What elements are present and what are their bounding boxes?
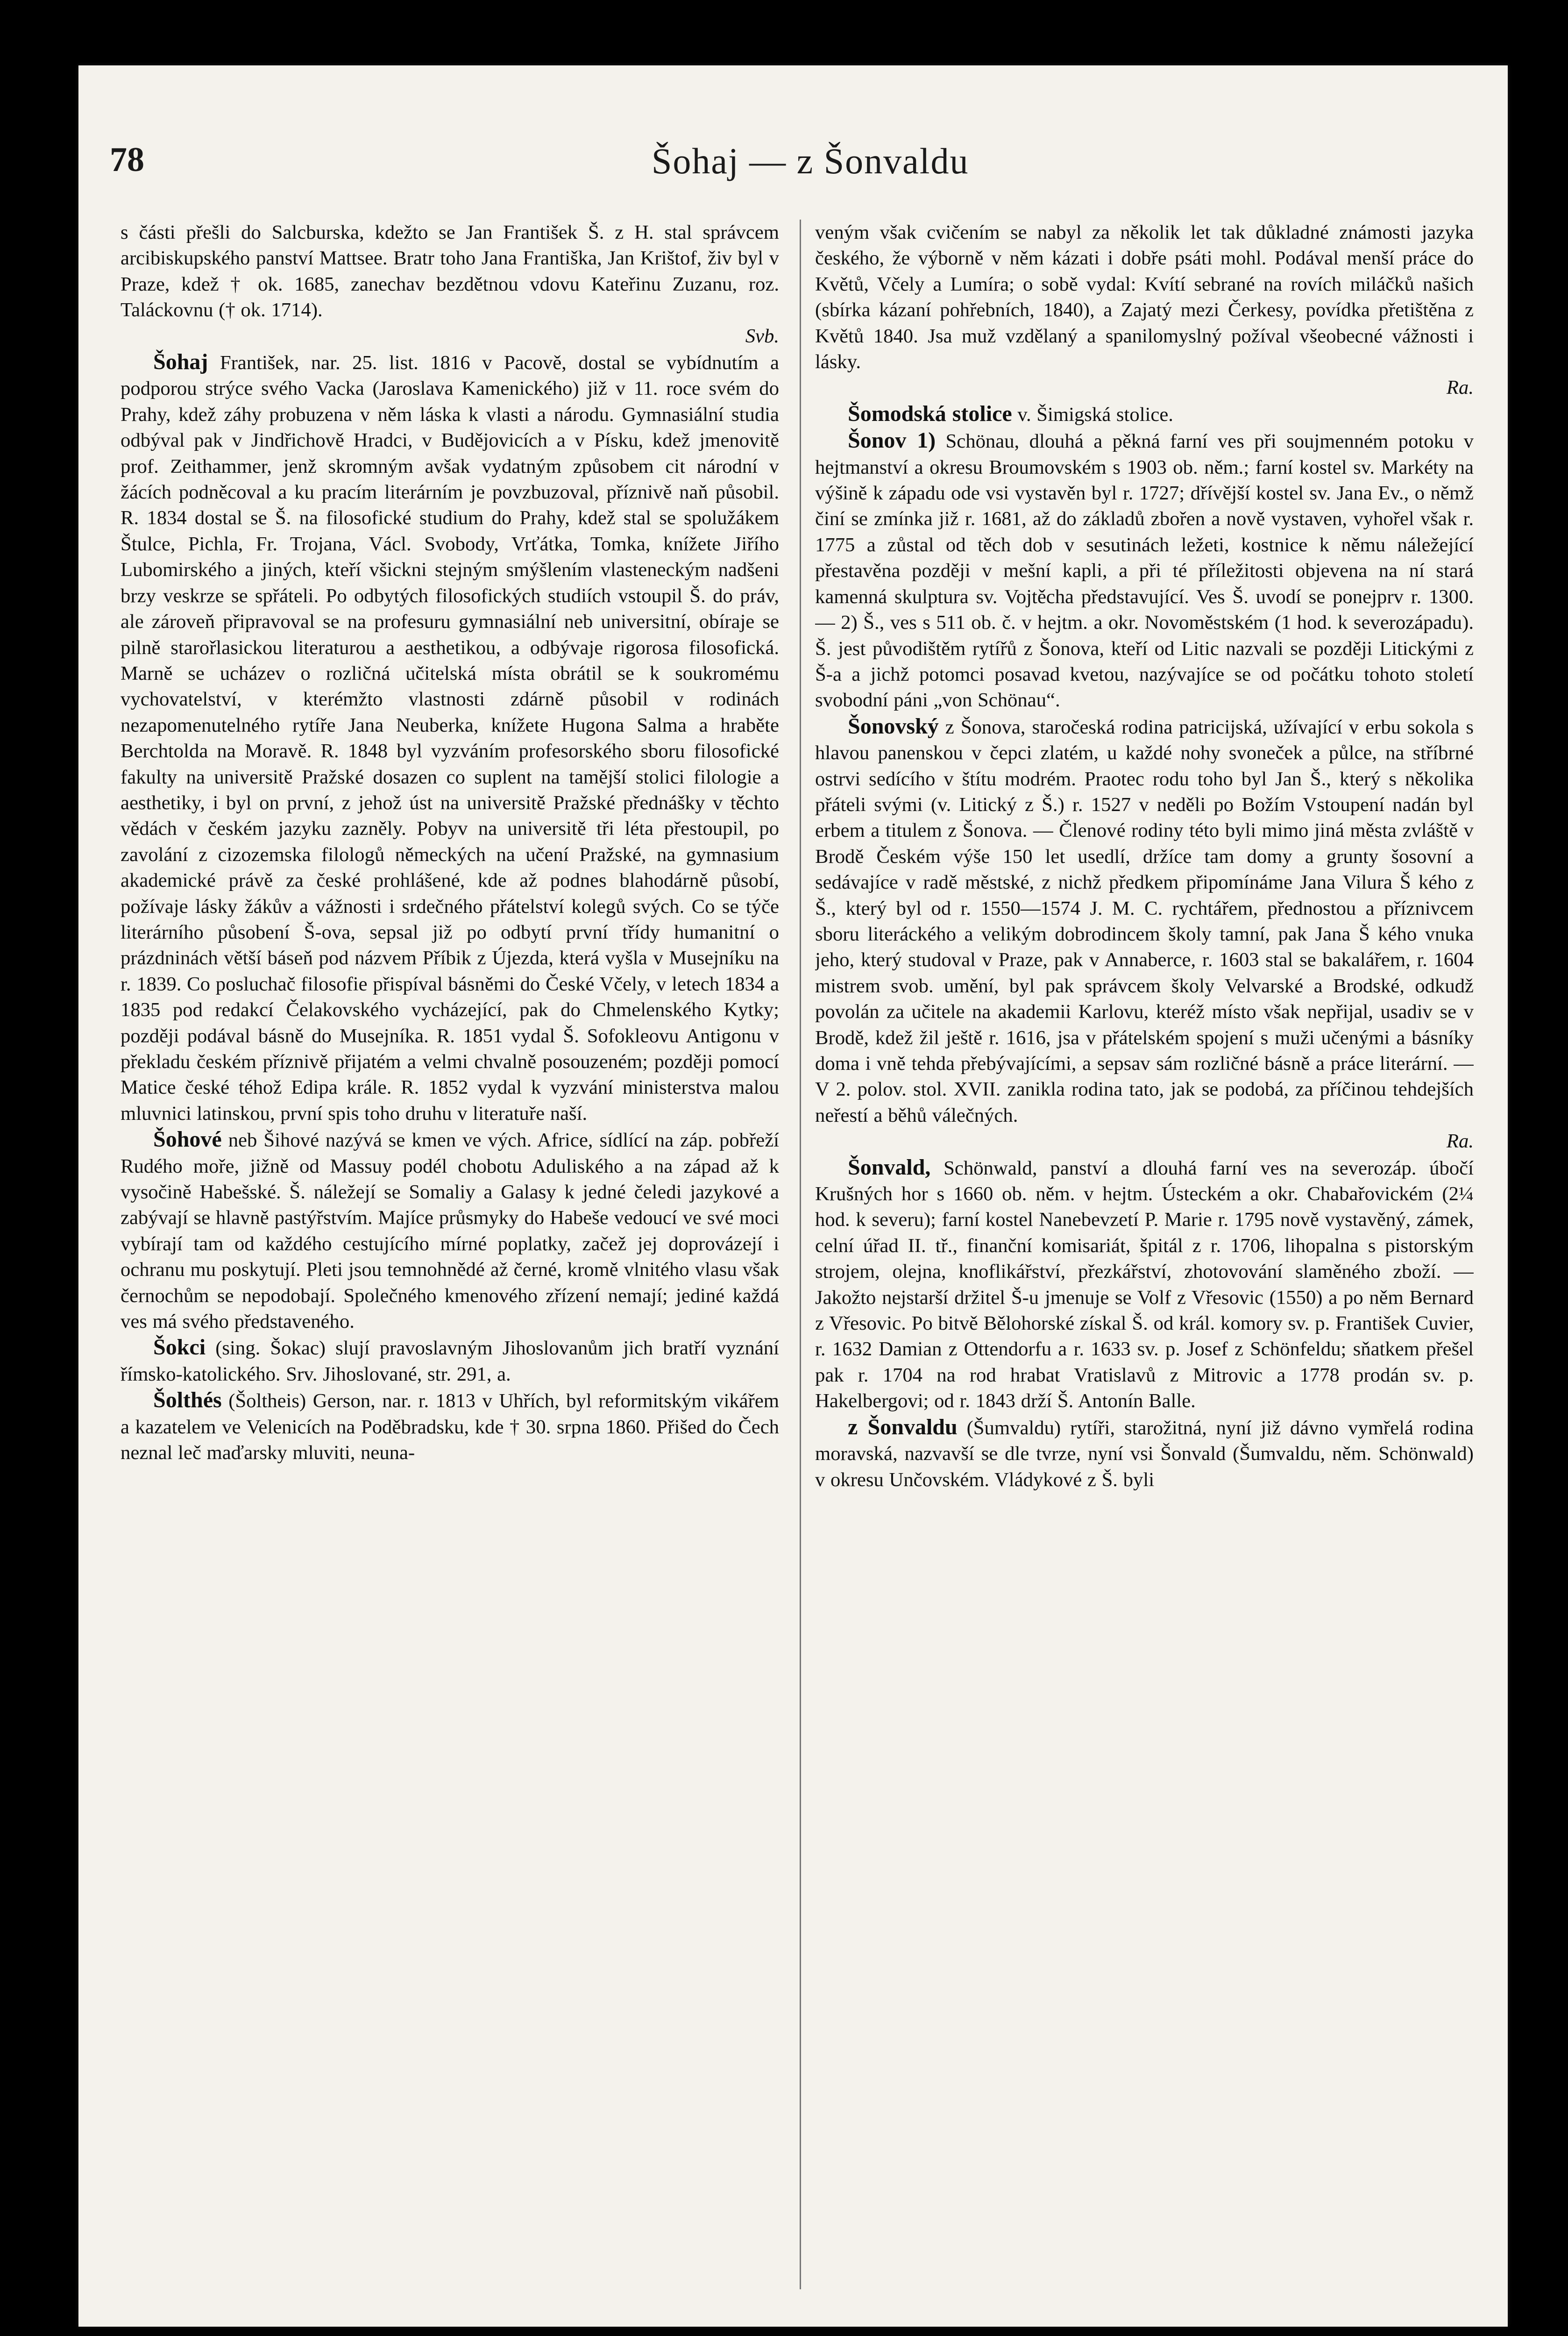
entry-paragraph <box>815 1154 1474 1414</box>
entry-text: (sing. Šokac) slují pravoslavným Jihoslovanům jich bratří vyznání římsko-katolického. Srv. Jihoslované, str. 291, a. <box>121 1337 779 1385</box>
page-number: 78 <box>110 141 144 179</box>
entry-text: (Šumvaldu) rytíři, starožitná, nyní již dávno vymřelá rodina moravská, nazvavší se dle tvrze, nyní vsi Šonvald (Šumvaldu, něm. Schönwald) v okresu Unčovském. Vládykové z Š. byli <box>815 1417 1474 1491</box>
right-column <box>815 220 1474 2289</box>
entry-text: z Šonova, staročeská rodina patricijská, užívající v erbu sokola s hlavou panenskou v čepci zlatém, u každé nohy svoneček a půlce, na stříbrné ostrvi sedícího v štítu modrém. Praotec rodu toho byl Jan Š., který s několika přáteli svými (v. Litický z Š.) r. 1527 v neděli po Božím Vstoupení nadán byl erbem a titulem z Šonova. — Členové rodiny této byli mimo jiná města zvláště v Brodě Českém výše 150 let usedlí, držíce tam domy a grunty šosovní a sedávajíce v radě městské, z nichž předkem připomínáme Jana Vilura Š kého z Š., který byl od r. 1550—1574 J. M. C. rychtářem, přednostou a příznivcem sboru literáckého a velikým dobrodincem školy tamní, pak Jana Š kého vnuka jeho, který studoval v Praze, pak v Annaberce, r. 1603 stal se bakalářem, r. 1604 mistrem svob. umění, byl pak správcem školy Velvarské a Brodské, odkudž povolán za učitele na akademii Karlovu, kteréž místo však nepřijal, usadiv se v Brodě, kdež žil ještě r. 1616, jsa v přátelském spojení s muži učenými a básníky doma i vně tehda přebývajícími, a sepsav sám rozličné básně a práce literární. — V 2. polov. stol. XVII. zanikla rodina tato, jak se podobá, za příčinou tehdejších neřestí a běhů válečných. <box>815 716 1474 1126</box>
entry-text: Schönau, dlouhá a pěkná farní ves při soujmenném potoku v hejtmanství a okresu Broumovském s 1903 ob. něm.; farní kostel sv. Markéty na výšině k západu ode vsi vystavěn byl r. 1727; dřívější kostel sv. Jana Ev., o němž činí se zmínka již r. 1681, až do základů zbořen a nově vystaven, vyhořel však r. 1775 a zůstal od těch dob v sesutinách ležeti, kostnice k němu náležející přestavěna později v mešní kapli, a při té příležitosti objevena na ní stará kamenná skulptura sv. Vojtěcha představující. Ves Š. uvodí se ponejprv r. 1300. — 2) Š., ves s 511 ob. č. v hejtm. a okr. Novoměstském (1 hod. k severozápadu). Š. jest původištěm rytířů z Šonova, kteří od Litic nazvali se později Litickými z Š-a a jichž potomci posavad kvetou, nazývajíce se od počátku tohoto století svobodní páni „von Schönau“. <box>815 430 1474 712</box>
entry-paragraph <box>815 427 1474 713</box>
entry-headword: z Šonvaldu <box>848 1414 958 1439</box>
entry-headword: Šonovský <box>848 713 939 739</box>
entry-paragraph <box>121 349 779 1126</box>
entry-text: v. Šimigská stolice. <box>1012 403 1173 426</box>
entry-headword: Šokci <box>153 1335 206 1360</box>
author-signature: Ra. <box>1446 377 1474 399</box>
entry-text: (Šoltheis) Gerson, nar. r. 1813 v Uhřích, byl reformitským vikářem a kazatelem ve Velenicích na Poděbradsku, kde † 30. srpna 1860. Přišed do Čech neznal leč maďarsky mluviti, neuna- <box>121 1390 779 1464</box>
entry-headword: Šonvald, <box>848 1154 931 1180</box>
column-divider <box>800 220 801 2289</box>
entry-headword: Šonov 1) <box>848 428 936 453</box>
entry-paragraph <box>121 1387 779 1466</box>
entry-headword: Šohaj <box>153 349 208 375</box>
running-title: Šohaj — z Šonvaldu <box>652 141 969 181</box>
entry-text: s části přešli do Salcburska, kdežto se Jan František Š. z H. stal správcem arcibiskupského panství Mattsee. Bratr toho Jana Františka, Jan Krištof, živ byl v Praze, kdež † ok. 1685, zanechav bezdětnou vdovu Kateřinu Zuzanu, roz. Taláckovnu († ok. 1714). <box>121 221 779 321</box>
entry-headword: Šohové <box>153 1127 222 1152</box>
page-header <box>110 140 990 192</box>
entry-paragraph <box>121 1126 779 1334</box>
continuation-paragraph <box>121 220 779 349</box>
entry-paragraph <box>815 401 1474 427</box>
left-column <box>121 220 779 2289</box>
entry-headword: Šolthés <box>153 1388 222 1413</box>
entry-paragraph <box>121 1334 779 1387</box>
entry-text: Schönwald, panství a dlouhá farní ves na severozáp. úbočí Krušných hor s 1660 ob. něm. v hejtm. Ústeckém a okr. Chabařovickém (2¼ hod. k severu); farní kostel Nanebevzetí P. Marie r. 1795 nově vystavěný, zámek, celní úřad II. tř., finanční komisariát, špitál z r. 1706, lihopalna s pistorským strojem, olejna, knoflikářství, přezkářství, zhotovování slaměného zboží. — Jakožto nejstarší držitel Š-u jmenuje se Volf z Vřesovic (1550) a po něm Bernard z Vřesovic. Po bitvě Bělohorské získal Š. od král. komory sv. p. František Cuvier, r. 1632 Damian z Ottendorfu a r. 1633 sv. p. Josef z Schönfeldu; sňatkem přešel pak r. 1704 na rod hrabat Vratislavů z Mitrovic a 1778 prodán sv. p. Hakelbergovi; od r. 1843 drží Š. Antonín Balle. <box>815 1157 1474 1412</box>
entry-paragraph <box>815 1414 1474 1493</box>
entry-headword: Šomodská stolice <box>848 401 1012 426</box>
entry-paragraph <box>815 713 1474 1154</box>
continuation-paragraph <box>815 220 1474 401</box>
entry-text: neb Šihové nazývá se kmen ve vých. Africe, sídlící na záp. pobřeží Rudého moře, jižně od Massuy podél chobotu Aduliského a na západ až k vysočině Habešské. Š. náležejí se Somaliy a Galasy k jedné čeledi jazykové a zabývají se hlavně pastýřstvím. Majíce průsmyky do Habeše vedoucí ve své moci vybírají tam od každého cestujícího mírné poplatky, začež jej doprovázejí i ochranu mu poskytují. Pleti jsou temnohnědé až černé, kromě vlnitého vlasu však černochům se nepodobají. Společného kmenového zřízení nemají; jediné každá ves má svého představeného. <box>121 1129 779 1333</box>
author-signature: Ra. <box>1446 1130 1474 1153</box>
entry-text: František, nar. 25. list. 1816 v Pacově, dostal se vybídnutím a podporou strýce svého Vacka (Jaroslava Kamenického) již v 11. roce svém do Prahy, kdež záhy probuzena v něm láska k vlasti a národu. Gymnasiální studia odbýval pak v Jindřichově Hradci, v Budějovicích a v Písku, kdež jmenovitě prof. Zeithammer, jenž skromným avšak vydatným způsobem cit národní v žácích podněcoval a ku pracím literárním je povzbuzoval, příznivě naň působil. R. 1834 dostal se Š. na filosofické studium do Prahy, kdež stal se spolužákem Štulce, Pichla, Fr. Trojana, Václ. Svobody, Vrťátka, Tomka, knížete Jiřího Lubomirského a jiných, kteří všickni stejným smýšlením vlasteneckým nadšeni brzy veskrze se spřáteli. Po odbytých filosofických studiích vstoupil Š. do práv, ale zároveň připravoval se na profesuru gymnasiální neb universitní, obíraje se pilně starořlasickou literaturou a aesthetikou, a odbývaje rigorosa filosofická. Marně se ucházev o rozličná učitelská místa obrátil se k soukromému vychovatelství, v kterémžto vlastnosti zdárně působil v rodinách nezapomenutelného rytíře Jana Neuberka, knížete Hugona Salma a hraběte Berchtolda na Moravě. R. 1848 byl vyzváním profesorského sboru filosofické fakulty na universitě Pražské dosazen co suplent na tamější stolici filologie a aesthetiky, i byl on první, z jehož úst na universitě Pražské přednášky v těchto vědách v českém jazyku zazněly. Pobyv na universitě tři léta přestoupil, po zavolání z cizozemska filologů německých na učení Pražské, na gymnasium akademické právě za české prohlášené, kde až podnes blahodárně působí, požívaje lásky žákův a vážnosti i srdečného přátelství kolegů svých. Co se týče literárního působení Š-ova, sepsal již po odbytí první třídy humanitní o prázdninách větší báseň pod názvem Příbik z Újezda, která vyšla v Musejníku na r. 1839. Co posluchač filosofie přispíval básněmi do České Včely, v letech 1834 a 1835 pod redakcí Čelakovského vycházející, pak do Chmelenského Kytky; později podával básně do Musejníka. R. 1851 vydal Š. Sofokleovu Antigonu v překladu českém příznivě přijatém a velmi chvalně posouzeném; později pomocí Matice české téhož Edipa krále. R. 1852 vydal k vyzvání ministerstva malou mluvnici latinskou, první spis toho druhu v literatuře naší. <box>121 352 779 1125</box>
author-signature: Svb. <box>745 325 779 347</box>
entry-text: veným však cvičením se nabyl za několik let tak důkladné známosti jazyka českého, že výborně v něm kázati i dobře psáti mohl. Podával menší práce do Květů, Včely a Lumíra; o sobě vydal: Kvítí sebrané na rovích miláčků našich (sbírka kázaní pohřebních, 1840), a Zajatý mezi Čerkesy, povídka přetištěna z Květů 1840. Jsa muž vzdělaný a spanilomyslný požíval všeobecné vážnosti i lásky. <box>815 221 1474 373</box>
